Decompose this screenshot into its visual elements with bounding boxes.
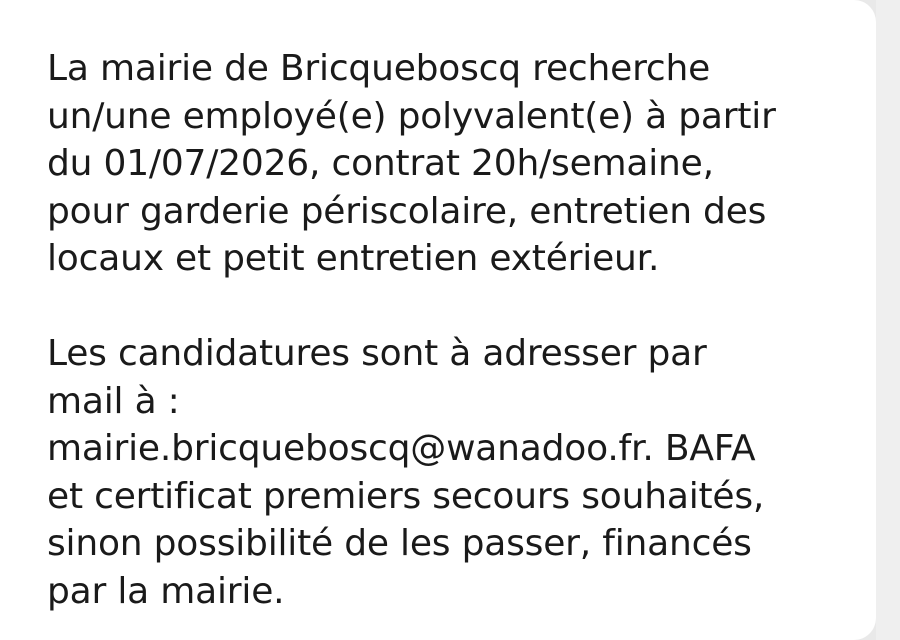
message-line: locaux et petit entretien extérieur. (47, 238, 660, 279)
message-line: La mairie de Bricqueboscq recherche (47, 48, 711, 89)
message-line: Les candidatures sont à adresser par (47, 333, 707, 374)
message-line: par la mairie. (47, 570, 285, 612)
email-suffix-text: . BAFA (642, 428, 756, 469)
message-line: un/une employé(e) polyvalent(e) à partir (47, 95, 776, 137)
message-line: et certificat premiers secours souhaités, (47, 475, 765, 517)
message-line: pour garderie périscolaire, entretien des (47, 190, 767, 232)
message-line: sinon possibilité de les passer, financés (47, 523, 752, 564)
message-line: mail à : (47, 380, 180, 422)
screen-edge (876, 0, 900, 640)
email-line (47, 425, 867, 473)
email-link[interactable]: mairie.bricqueboscq@wanadoo.fr (47, 428, 643, 469)
message-line: du 01/07/2026, contrat 20h/semaine, (47, 143, 714, 184)
message-text[interactable] (47, 45, 867, 615)
paragraph-gap (47, 283, 867, 331)
